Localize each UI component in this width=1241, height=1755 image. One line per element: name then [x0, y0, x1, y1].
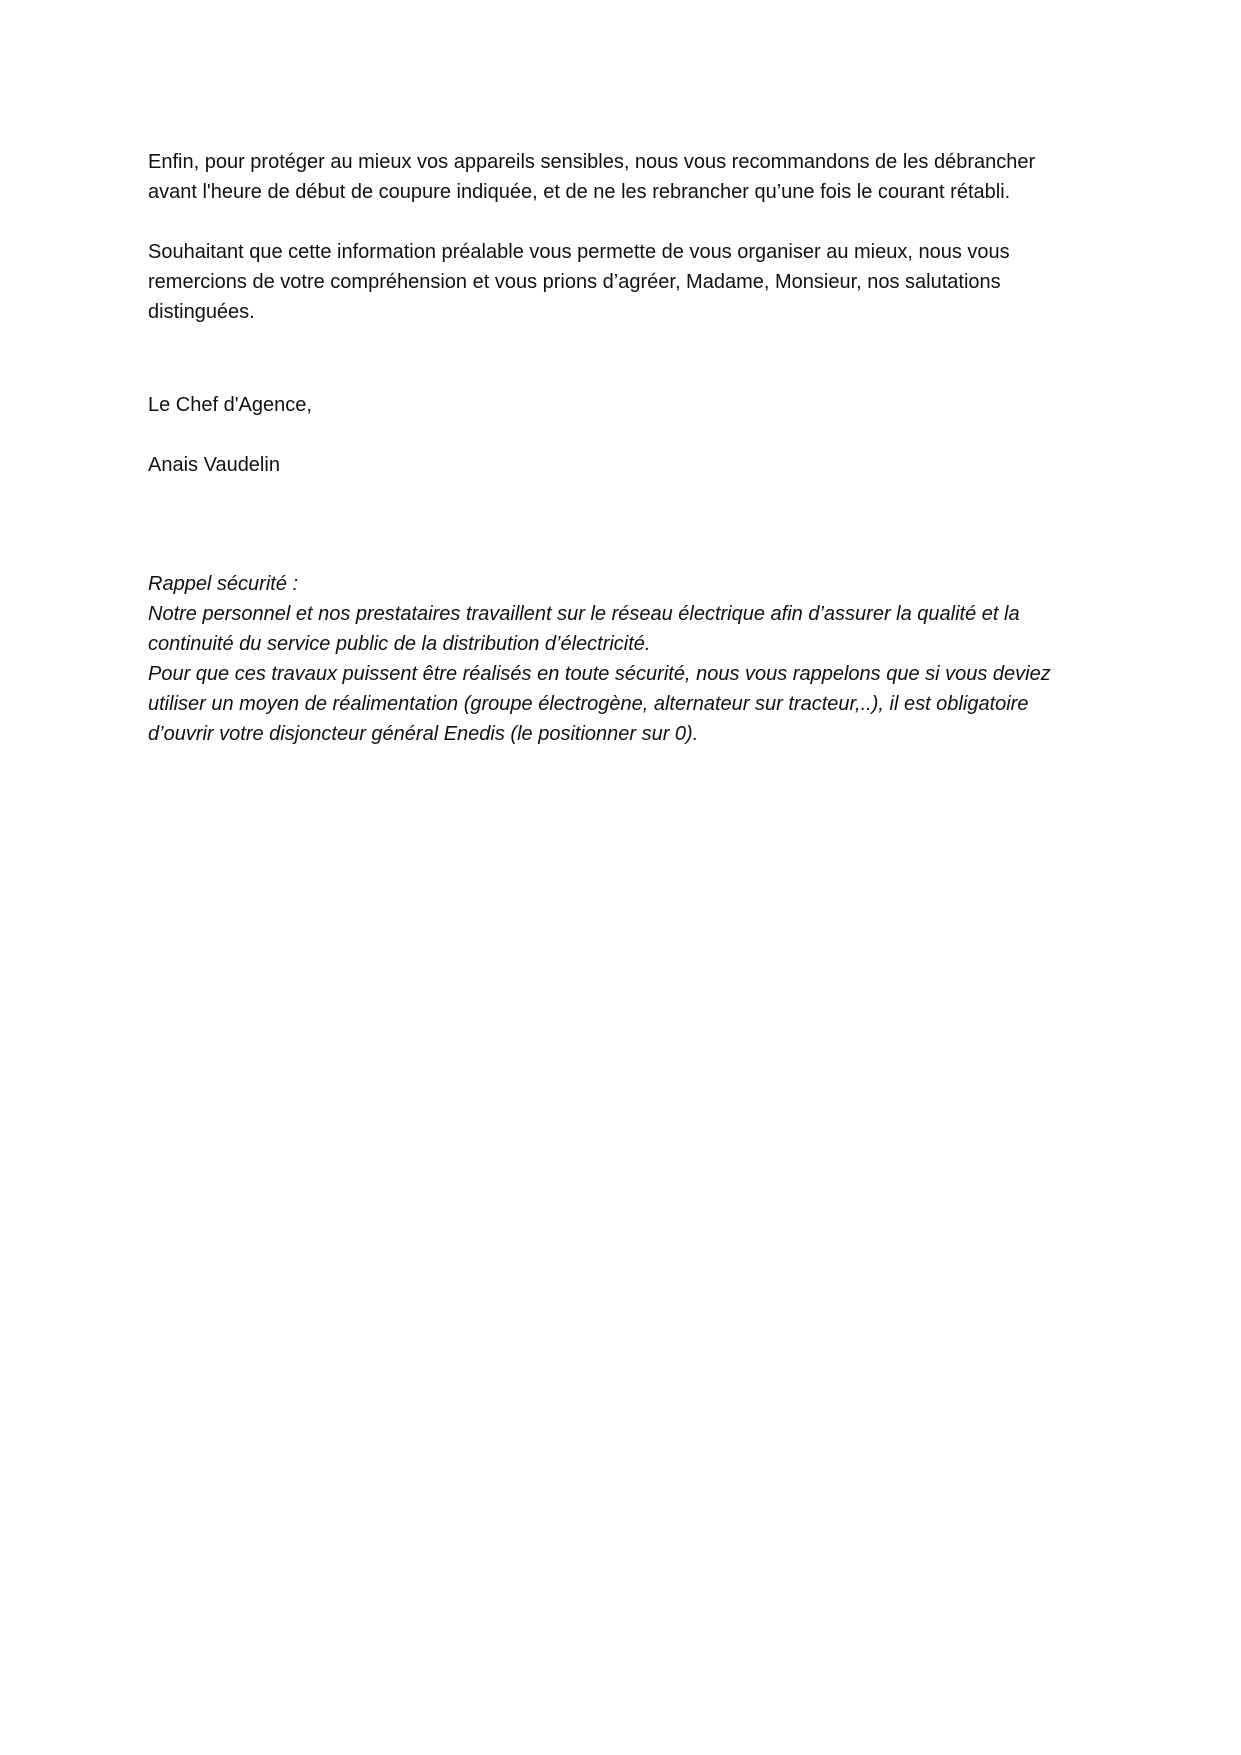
- text-line: Enfin, pour protéger au mieux vos appareils sensibles, nous vous recommandons de les débrancher: [148, 151, 1036, 173]
- text-line: Pour que ces travaux puissent être réalisés en toute sécurité, nous vous rappelons que si vous deviez: [148, 663, 1051, 685]
- signatory-name: [148, 450, 1108, 480]
- text-line: remercions de votre compréhension et vous prions d’agréer, Madame, Monsieur, nos salutations: [148, 271, 1001, 293]
- closing-title: [148, 390, 1108, 420]
- text-line: d’ouvrir votre disjoncteur général Enedis (le positionner sur 0).: [148, 723, 699, 745]
- text-line: Souhaitant que cette information préalable vous permette de vous organiser au mieux, nous vous: [148, 241, 1010, 263]
- text-line: Notre personnel et nos prestataires travaillent sur le réseau électrique afin d’assurer la qualité et la: [148, 603, 1020, 625]
- text-line: avant l'heure de début de coupure indiquée, et de ne les rebrancher qu’une fois le courant rétabli.: [148, 181, 1011, 203]
- paragraph-device-protection: [148, 147, 1108, 207]
- safety-notice: [148, 569, 1108, 749]
- signatory-name-text: Anais Vaudelin: [148, 454, 280, 476]
- text-line: utiliser un moyen de réalimentation (groupe électrogène, alternateur sur tracteur,..), il est obligatoire: [148, 693, 1029, 715]
- text-line: distinguées.: [148, 301, 255, 323]
- closing-title-text: Le Chef d'Agence,: [148, 394, 312, 416]
- safety-notice-heading: Rappel sécurité :: [148, 573, 299, 595]
- text-line: continuité du service public de la distribution d’électricité.: [148, 633, 651, 655]
- paragraph-closing-salutation: [148, 237, 1108, 327]
